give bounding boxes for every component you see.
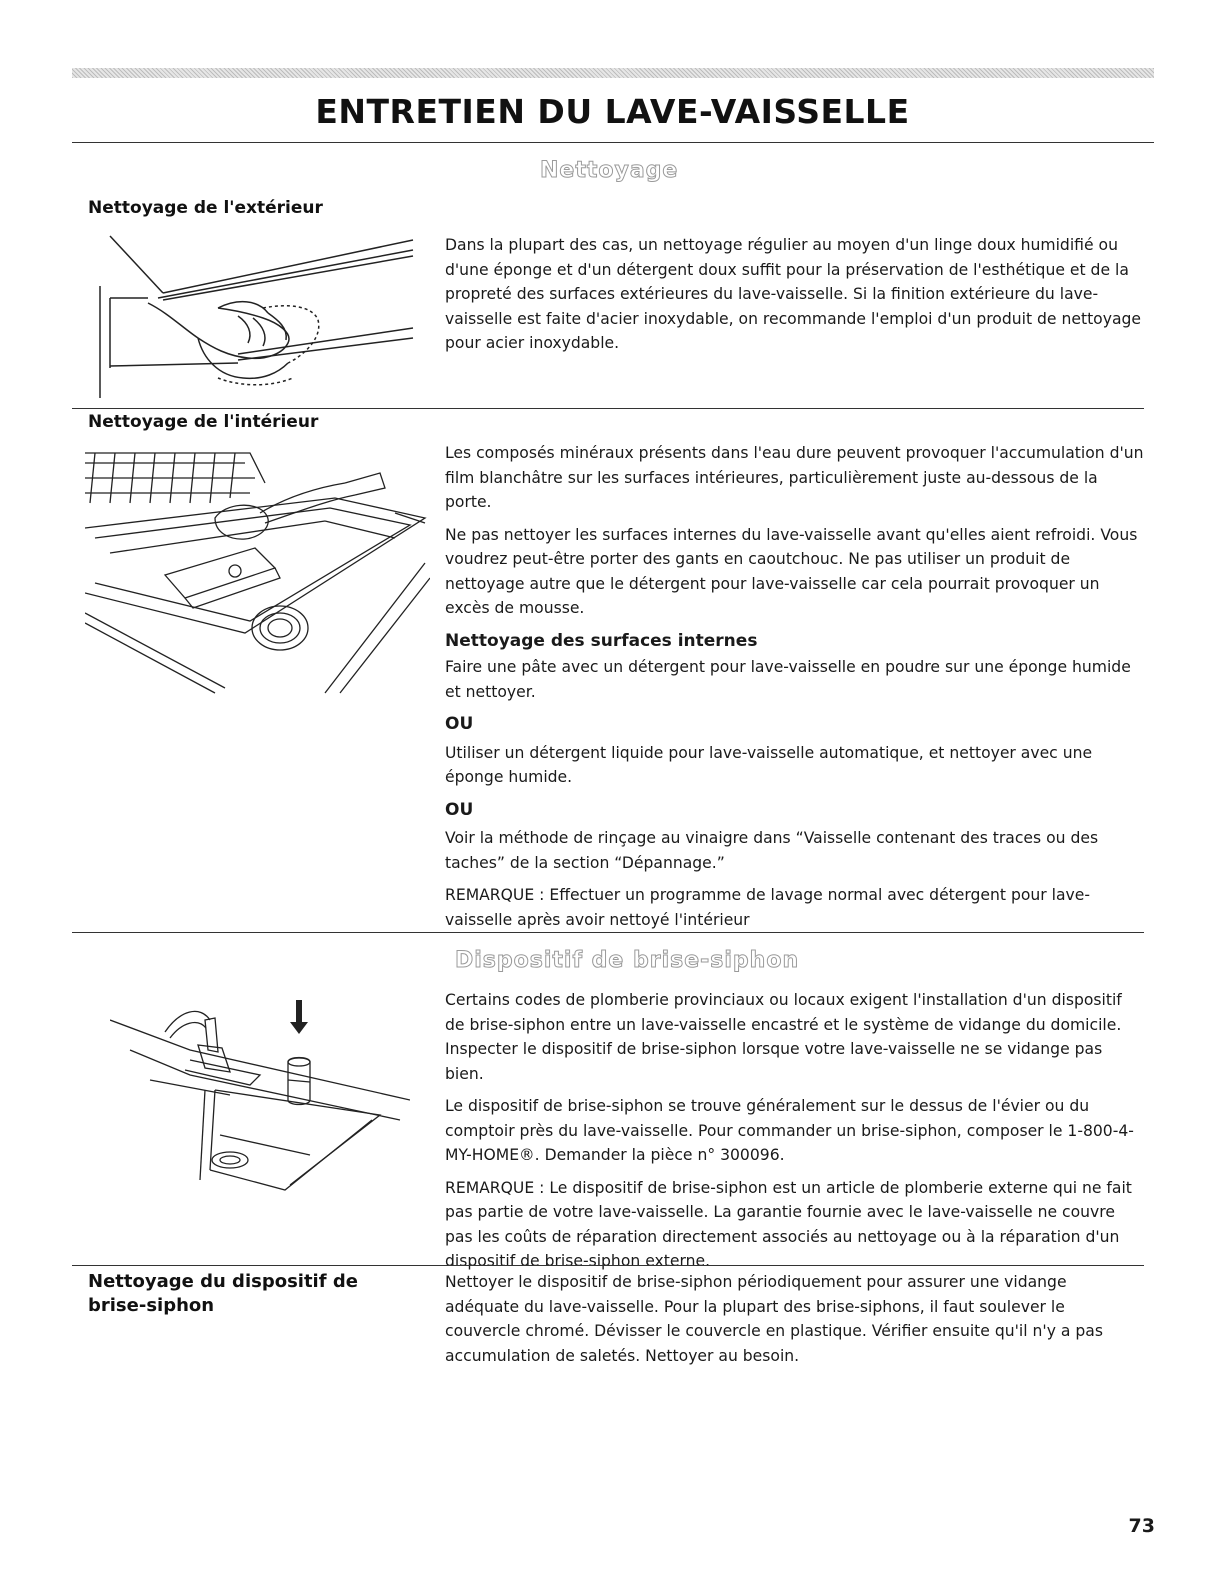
- or-label-2: OU: [445, 799, 474, 820]
- section-heading-air-gap: Dispositif de brise-siphon: [455, 948, 800, 973]
- section-heading-cleaning: Nettoyage: [540, 158, 679, 183]
- air-gap-text: [445, 988, 1145, 1282]
- exterior-cleaning-text: [445, 233, 1145, 364]
- title-rule: [72, 142, 1154, 143]
- air-gap-cleaning-rule: [72, 1265, 1144, 1266]
- air-gap-cleaning-text: [445, 1270, 1145, 1376]
- exterior-cleaning-illustration: [88, 228, 418, 400]
- exterior-cleaning-label: Nettoyage de l'extérieur: [88, 198, 323, 218]
- air-gap-illustration: [110, 990, 410, 1200]
- interior-cleaning-illustration: [85, 443, 430, 695]
- air-gap-cleaning-paragraph: Nettoyer le dispositif de brise-siphon périodiquement pour assurer une vidange adéquate du lave-vaisselle. Pour la plupart des brise-siphons, il faut soulever le couvercle chromé. Dévisser le couvercle en plastique. Vérifier ensuite qu'il n'y a pas accumulation de saletés. Nettoyer au besoin.: [445, 1273, 1103, 1365]
- interior-note: REMARQUE : Effectuer un programme de lavage normal avec détergent pour lave-vaisselle après avoir nettoyé l'intérieur: [445, 886, 1090, 929]
- exterior-paragraph: Dans la plupart des cas, un nettoyage régulier au moyen d'un linge doux humidifié ou d'une éponge et d'un détergent doux suffit pour la préservation de l'esthétique et de la propreté des surfaces extérieures du lave-vaisselle. Si la finition extérieure du lave-vaisselle est faite d'acier inoxydable, on recommande l'emploi d'un produit de nettoyage pour acier inoxydable.: [445, 236, 1142, 352]
- air-gap-note: REMARQUE : Le dispositif de brise-siphon est un article de plomberie externe qui ne fait pas partie de votre lave-vaisselle. La garantie fournie avec le lave-vaisselle ne couvre pas les coûts de réparation directement associés au nettoyage ou à la réparation d'un dispositif de brise-siphon externe.: [445, 1178, 1132, 1270]
- page-title: ENTRETIEN DU LAVE-VAISSELLE: [315, 92, 910, 131]
- air-gap-section-rule: [72, 932, 1144, 933]
- header-pattern-bar: [72, 68, 1154, 78]
- page-number: 73: [1128, 1515, 1155, 1537]
- interior-subheading: Nettoyage des surfaces internes: [445, 630, 758, 651]
- interior-paragraph-4: Utiliser un détergent liquide pour lave-vaisselle automatique, et nettoyer avec une éponge humide.: [445, 743, 1093, 786]
- air-gap-paragraph-2: Le dispositif de brise-siphon se trouve généralement sur le dessus de l'évier ou du comptoir près du lave-vaisselle. Pour commander un brise-siphon, composer le 1-800-4-MY-HOME®. Demander la pièce n° 300096.: [445, 1097, 1134, 1164]
- interior-cleaning-label: Nettoyage de l'intérieur: [88, 412, 319, 432]
- interior-paragraph-5: Voir la méthode de rinçage au vinaigre dans “Vaisselle contenant des traces ou des taches” de la section “Dépannage.”: [445, 829, 1099, 872]
- interior-section-rule: [72, 408, 1144, 409]
- air-gap-cleaning-label: Nettoyage du dispositif de brise-siphon: [88, 1271, 358, 1316]
- interior-paragraph-3: Faire une pâte avec un détergent pour lave-vaisselle en poudre sur une éponge humide et nettoyer.: [445, 658, 1131, 701]
- interior-paragraph-2: Ne pas nettoyer les surfaces internes du lave-vaisselle avant qu'elles aient refroidi. Vous voudrez peut-être porter des gants en caoutchouc. Ne pas utiliser un produit de nettoyage autre que le détergent pour lave-vaisselle car cela pourrait provoquer un excès de mousse.: [445, 525, 1138, 617]
- interior-paragraph-1: Les composés minéraux présents dans l'eau dure peuvent provoquer l'accumulation d'un film blanchâtre sur les surfaces intérieures, particulièrement juste au-dessous de la porte.: [445, 444, 1144, 511]
- air-gap-paragraph-1: Certains codes de plomberie provinciaux ou locaux exigent l'installation d'un dispositif de brise-siphon entre un lave-vaisselle encastré et le système de vidange du domicile. Inspecter le dispositif de brise-siphon lorsque votre lave-vaisselle ne se vidange pas bien.: [445, 991, 1122, 1083]
- interior-cleaning-text: [445, 441, 1145, 940]
- or-label-1: OU: [445, 714, 474, 734]
